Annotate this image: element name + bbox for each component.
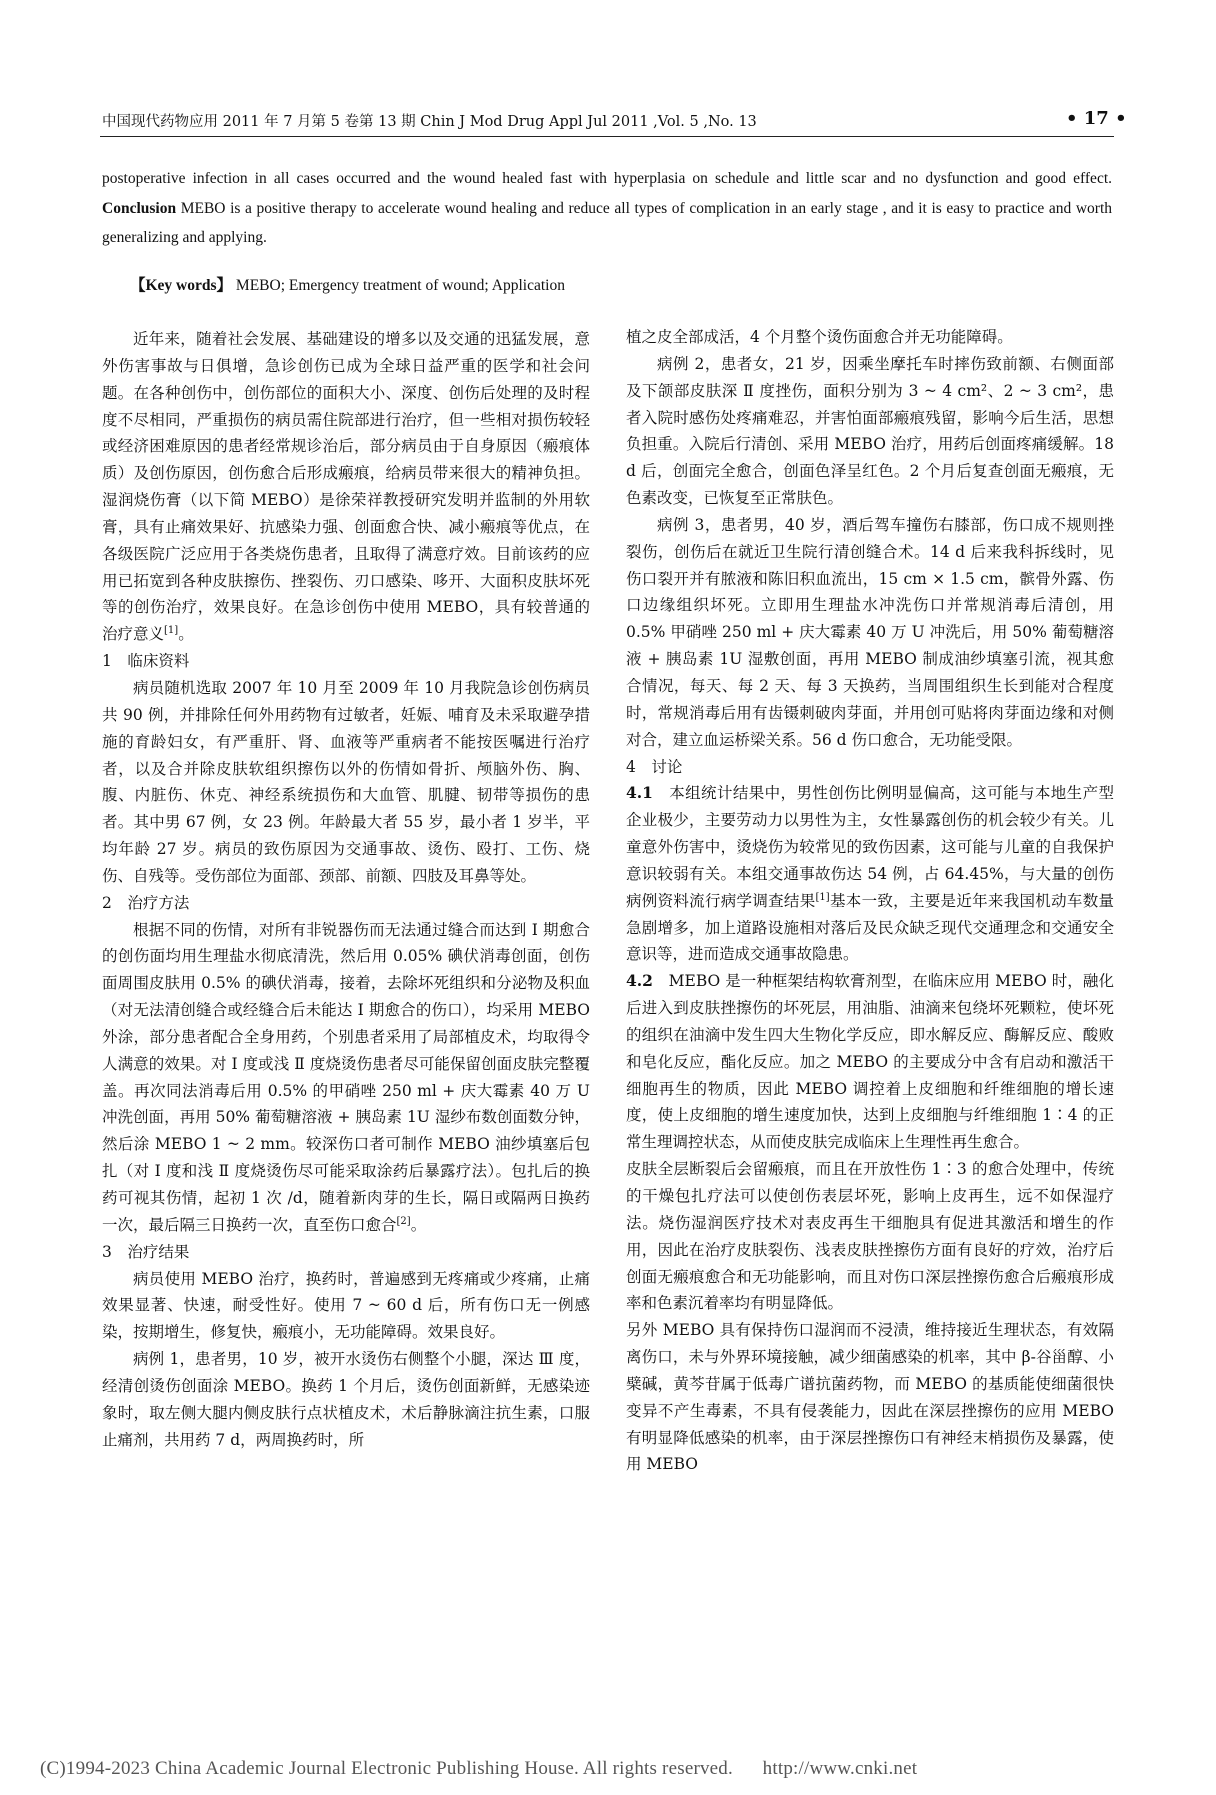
case-1-continued: 植之皮全部成活，4 个月整个烫伤面愈合并无功能障碍。 <box>626 328 1013 346</box>
conclusion-label: Conclusion <box>102 199 177 217</box>
copyright-text: (C)1994-2023 China Academic Journal Electronic Publishing House. All rights reserved. <box>40 1758 733 1779</box>
abstract-english <box>102 164 1112 253</box>
section-title-1: 1 临床资料 <box>102 652 190 671</box>
page-number: • 17 • <box>1066 108 1127 129</box>
left-column <box>102 326 590 1453</box>
abstract-text-2: MEBO is a positive therapy to accelerate wound healing and reduce all types of complication in an early stage , and it is easy to practice and worth generalizing and applying. <box>102 199 1113 246</box>
section-4-1-end: 基本一致，主要是近年来我国机动车数量急剧增多，加上道路设施相对落后及民众缺乏现代交通理念和交通安全意识等，进而造成交通事故隐患。 <box>626 891 1114 964</box>
skin-paragraph: 皮肤全层断裂后会留瘢痕，而且在开放性伤 1∶3 的愈合处理中，传统的干燥包扎疗法可以使创伤表层坏死，影响上皮再生，远不如保湿疗法。烧伤湿润医疗技术对表皮再生干细胞具有促进其激活和增生的作用，因此在治疗皮肤裂伤、浅表皮肤挫擦伤方面有良好的疗效，治疗后创面无瘢痕愈合和无功能影响，而且对伤口深层挫擦伤愈合后瘢痕形成率和色素沉着率均有明显降低。 <box>626 1160 1114 1313</box>
section-4-1 <box>626 780 1114 968</box>
section-title-2: 2 治疗方法 <box>102 893 190 912</box>
section-2-end: 。 <box>410 1215 427 1234</box>
section-title-3: 3 治疗结果 <box>102 1242 190 1261</box>
running-header: 中国现代药物应用 2011 年 7 月第 5 卷第 13 期 Chin J Mod Drug Appl Jul 2011 ,Vol. 5 ,No. 13 <box>102 114 757 130</box>
case-2-text: 病例 2，患者女，21 岁，因乘坐摩托车时摔伤致前额、右侧面部及下颌部皮肤深 Ⅱ 度挫伤，面积分别为 3 ~ 4 cm²、2 ~ 3 cm²，患者入院时感伤处疼痛难忍，并害怕面部瘢痕残留，影响今后生活，思想负担重。入院后行清创、采用 MEBO 治疗，用药后创面疼痛缓解。18 d 后，创面完全愈合，创面色泽呈红色。2 个月后复查创面无瘢痕，无色素改变，已恢复至正常肤色。 <box>626 354 1114 508</box>
abstract-text-1: postoperative infection in all cases occurred and the wound healed fast with hyperplasia on schedule and little scar and no dysfunction and good effect. <box>102 170 1112 187</box>
citation-ref: [1] <box>815 891 830 903</box>
subsection-label: 4.2 <box>626 971 653 991</box>
case-1-text: 病例 1，患者男，10 岁，被开水烫伤右侧整个小腿，深达 Ⅲ 度，经清创烫伤创面涂 MEBO。换药 1 个月后，烫伤创面新鲜，无感染迹象时，取左侧大腿内侧皮肤行点状植皮术，术后静脉滴注抗生素，口服止痛剂，共用药 7 d，两周换药时，所 <box>102 1350 590 1449</box>
section-2-text <box>102 917 590 1239</box>
section-2-body: 根据不同的伤情，对所有非锐器伤而无法通过缝合而达到 I 期愈合的创伤面均用生理盐水彻底清洗，然后用 0.05% 碘伏消毒创面，创伤面周围皮肤用 0.5% 的碘伏消毒，接着，去除坏死组织和分泌物及积血（对无法清创缝合或经缝合后未能达 I 期愈合的伤口），均采用 MEBO 外涂，部分患者配合全身用药，个别患者采用了局部植皮术，均取得令人满意的效果。对 I 度或浅 Ⅱ 度烧烫伤患者尽可能保留创面皮肤完整覆盖。再次同法消毒后用 0.5% 的甲硝唑 250 ml + 庆大霉素 40 万 U 冲洗创面，再用 50% 葡萄糖溶液 + 胰岛素 1U 湿纱布数创面数分钟，然后涂 MEBO 1 ~ 2 mm。较深伤口者可制作 MEBO 油纱填塞后包扎（对 I 度和浅 Ⅱ 度烧烫伤尽可能采取涂药后暴露疗法）。包扎后的换药可视其伤情，起初 1 次 /d，随着新肉芽的生长，隔日或隔两日换药一次，最后隔三日换药一次，直至伤口愈合 <box>102 920 590 1234</box>
section-4-1-body: 本组统计结果中，男性创伤比例明显偏高，这可能与本地生产型企业极少，主要劳动力以男性为主，女性暴露创伤的机会较少有关。儿童意外伤害中，烫烧伤为较常见的致伤因素，这可能与儿童的自我保护意识较弱有关。本组交通事故伤达 54 例，占 64.45%，与大量的创伤病例资料流行病学调查结果 <box>626 784 1114 910</box>
copyright-footer <box>40 1758 1180 1780</box>
section-1-text: 病员随机选取 2007 年 10 月至 2009 年 10 月我院急诊创伤病员共 90 例，并排除任何外用药物有过敏者，妊娠、哺育及未采取避孕措施的育龄妇女，有严重肝、肾、血液等严重病者不能按医嘱进行治疗者，以及合并除皮肤软组织擦伤以外的伤情如骨折、颅脑外伤、胸、腹、内脏伤、休克、神经系统损伤和大血管、肌腱、韧带等损伤的患者。其中男 67 例，女 23 例。年龄最大者 55 岁，最小者 1 岁半，平均年龄 27 岁。病员的致伤原因为交通事故、烫伤、殴打、工伤、烧伤、自残等。受伤部位为面部、颈部、前额、四肢及耳鼻等处。 <box>102 678 590 885</box>
right-column <box>626 324 1114 1478</box>
citation-ref: [2] <box>396 1215 411 1227</box>
section-title-4: 4 讨论 <box>626 757 683 776</box>
section-4-2 <box>626 968 1114 1156</box>
header-rule <box>100 136 1114 137</box>
keywords <box>130 273 1110 295</box>
subsection-label: 4.1 <box>626 783 653 803</box>
mebo-paragraph: 另外 MEBO 具有保持伤口湿润而不浸渍，维持接近生理状态，有效隔离伤口，未与外界环境接触，减少细菌感染的机率，其中 β-谷甾醇、小檗碱，黄芩苷属于低毒广谱抗菌药物，而 MEBO 的基质能使细菌很快变异不产生毒素，不具有侵袭能力，因此在深层挫擦伤的应用 MEBO 有明显降低感染的机率，由于深层挫擦伤口有神经末梢损伤及暴露，使用 MEBO <box>626 1321 1114 1474</box>
section-4-2-body: MEBO 是一种框架结构软膏剂型，在临床应用 MEBO 时，融化后进入到皮肤挫擦伤的坏死层，用油脂、油滴来包绕坏死颗粒，使坏死的组织在油滴中发生四大生物化学反应，即水解反应、酶解反应、酸败和皂化反应，酯化反应。加之 MEBO 的主要成分中含有启动和激活干细胞再生的物质，因此 MEBO 调控着上皮细胞和纤维细胞的增长速度，使上皮细胞的增生速度加快，达到上皮细胞与纤维细胞 1∶4 的正常生理调控状态，从而使皮肤完成临床上生理性再生愈合。 <box>626 972 1114 1152</box>
intro-paragraph <box>102 326 590 648</box>
section-3-text: 病员使用 MEBO 治疗，换药时，普遍感到无疼痛或少疼痛，止痛效果显著、快速，耐受性好。使用 7 ~ 60 d 后，所有伤口无一例感染，按期增生，修复快，瘢痕小，无功能障碍。效果良好。 <box>102 1269 590 1342</box>
keywords-label: 【Key words】 <box>130 277 233 294</box>
citation-ref: [1] <box>164 625 179 637</box>
keywords-text: MEBO; Emergency treatment of wound; Application <box>235 277 565 294</box>
case-3-text: 病例 3，患者男，40 岁，酒后驾车撞伤右膝部，伤口成不规则挫裂伤，创伤后在就近卫生院行清创缝合术。14 d 后来我科拆线时，见伤口裂开并有脓液和陈旧积血流出，15 cm × 1.5 cm，髌骨外露、伤口边缘组织坏死。立即用生理盐水冲洗伤口并常规消毒后清创，用 0.5% 甲硝唑 250 ml + 庆大霉素 40 万 U 冲洗后，用 50% 葡萄糖溶液 + 胰岛素 1U 湿敷创面，再用 MEBO 制成油纱填塞引流，视其愈合情况，每天、每 2 天、每 3 天换药，当周围组织生长到能对合程度时，常规消毒后用有齿镊刺破肉芽面，并用创可贴将肉芽面边缘和对侧对合，建立血运桥梁关系。56 d 伤口愈合，无功能受限。 <box>626 515 1114 749</box>
intro-end: 。 <box>178 625 194 644</box>
footer-url: http://www.cnki.net <box>762 1758 918 1779</box>
intro-text: 近年来，随着社会发展、基础建设的增多以及交通的迅猛发展，意外伤害事故与日俱增，急诊创伤已成为全球日益严重的医学和社会问题。在各种创伤中，创伤部位的面积大小、深度、创伤后处理的及时程度不尽相同，严重损伤的病员需住院部进行治疗，但一些相对损伤较轻或经济困难原因的患者经常规诊治后，部分病员由于自身原因（瘢痕体质）及创伤原因，创伤愈合后形成瘢痕，给病员带来很大的精神负担。湿润烧伤膏（以下简 MEBO）是徐荣祥教授研究发明并监制的外用软膏，具有止痛效果好、抗感染力强、创面愈合快、减小瘢痕等优点，在各级医院广泛应用于各类烧伤患者，且取得了满意疗效。目前该药的应用已拓宽到各种皮肤擦伤、挫裂伤、刃口感染、哆开、大面积皮肤坏死等的创伤治疗，效果良好。在急诊创伤中使用 MEBO，具有较普通的治疗意义 <box>102 330 590 644</box>
